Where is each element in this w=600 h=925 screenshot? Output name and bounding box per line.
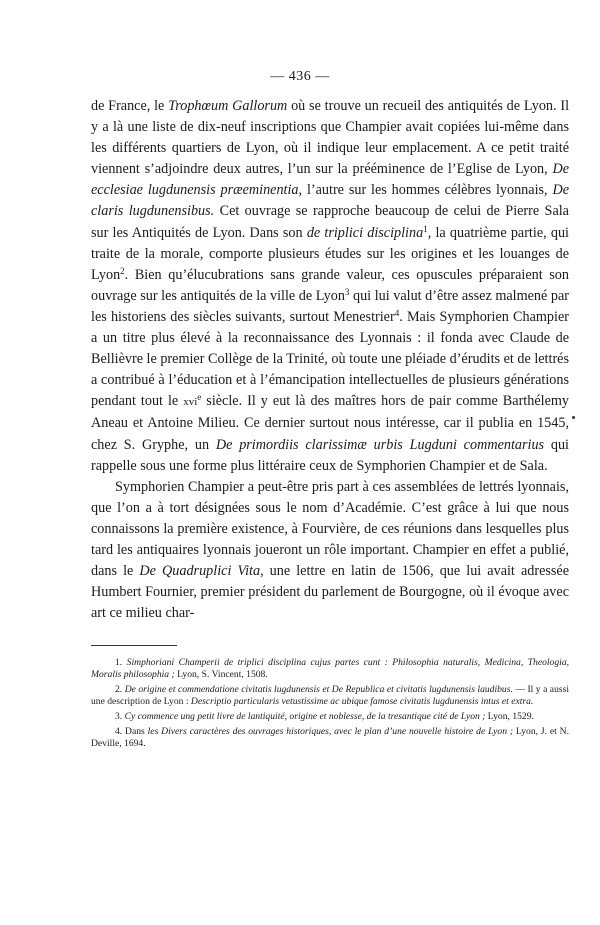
italic-title: De ecclesiae lugdunensis præeminentia — [91, 161, 569, 199]
footnote-text: — Il y a aussi une description de Lyon : — [91, 683, 569, 708]
footnote-text: Lyon, S. Vincent, 1508. — [174, 669, 268, 681]
footnote-3 — [91, 711, 569, 723]
text-run: Cet ouvrage se rapproche beaucoup de celui de Pierre Sala sur les Antiquités de Lyon. Dans son — [91, 203, 569, 241]
footnote-text: Lyon, 1529. — [485, 710, 534, 722]
margin-mark — [572, 416, 575, 419]
text-run: Symphorien Champier a peut-être pris part à ces assemblées de lettrés lyonnais, que l’on a à tort désignées sous le nom d’Académie. C’est grâce à lui que nous connaissons la première existence, à Fourvière, de ces réunions dans lesquelles plus tard les antiquaires lyonnais joueront un rôle important. Champier en effet a publié, dans le — [91, 478, 569, 580]
text-run: , l’autre sur les hommes célèbres lyonnais, — [298, 182, 553, 199]
footnote-italic: De origine et commendatione civitatis lugdunensis et De Republica et civitatis lugdunensis laudibus. — [124, 683, 513, 695]
text-run: siècle. Il y eut là des maîtres hors de pair comme Barthélemy Aneau et Antoine Milieu. Ce dernier surtout nous intéresse, car il publia en 1545, chez S. Gryphe, un — [91, 393, 569, 453]
text-run: qui rappelle sous une forme plus littéraire ceux de Symphorien Champier et de Sala. — [91, 436, 569, 474]
italic-title: de triplici disciplina — [306, 224, 424, 241]
text-run: , la quatrième partie, qui traite de la morale, comporte plusieurs études sur les origines et les louanges de Lyon — [91, 224, 569, 283]
footnote-italic: les Divers caractères des ouvrages historiques, avec le plan d’une nouvelle histoire de Lyon ; — [147, 725, 514, 737]
italic-title: Trophœum Gallorum — [168, 98, 288, 114]
footnote-number: 2. — [115, 683, 125, 695]
text-run: . Bien qu’élucubrations sans grande valeur, ces opuscules préparaient son ouvrage sur les antiquités de la ville de Lyon — [91, 266, 569, 304]
footnote-number: 4. Dans — [115, 725, 148, 737]
footnote-ref-4: 4 — [394, 307, 400, 318]
page-number: — 436 — — [270, 69, 330, 84]
footnote-italic: Cy commence ung petit livre de lantiquité, origine et noblesse, de la tresantique cité de Lyon ; — [124, 710, 486, 722]
text-run: de France, le — [91, 98, 169, 114]
text-run: , une lettre en latin de 1506, que lui avait adressée Humbert Fournier, premier président du parlement de Bourgogne, où il évoque avec art ce milieu char- — [91, 563, 569, 622]
footnote-number: 3. — [115, 710, 125, 722]
footnote-italic: Descriptio particularis vetustissime ac ubique famose civitatis lugdunensis intus et extra. — [190, 696, 534, 708]
footnote-2 — [91, 684, 569, 708]
paragraph-1 — [91, 96, 569, 477]
footnotes — [91, 657, 569, 752]
italic-title: De claris lugdunensibus. — [91, 182, 569, 220]
paragraph-2 — [91, 477, 569, 625]
footnote-ref-1: 1 — [423, 223, 428, 234]
footnote-number: 1. — [115, 657, 127, 668]
footnote-4 — [91, 726, 569, 750]
footnote-ref-2: 2 — [120, 265, 125, 276]
footnote-italic: Simphoriani Champerii de triplici disciplina cujus partes cunt : Philosophia naturalis, Medicina, Theologia, Moralis philosophia ; — [91, 657, 570, 681]
text-run: où se trouve un recueil des antiquités de Lyon. Il y a là une liste de dix-neuf inscriptions que Champier avait copiées lui-même dans les différents quartiers de Lyon, où il indique leur emplacement. A ce petit traité viennent s’adjoindre deux autres, l’un sur la prééminence de l’Eglise de Lyon, — [91, 98, 570, 178]
italic-title: De Quadruplici Vita — [139, 563, 261, 580]
italic-title: De primordiis clarissimæ urbis Lugduni commentarius — [215, 436, 545, 453]
footnote-ref-3: 3 — [344, 286, 350, 297]
text-run: . Mais Symphorien Champier a un titre plus élevé à la reconnaissance des Lyonnais : il fonda avec Claude de Bellièvre le premier Collège de la Trinité, où toute une pléiade d’érudits et de lettrés a contribué à l’éducation et à l’émancipation intellectuelles de plusieurs générations pendant tout le — [91, 308, 569, 410]
footnote-text: Lyon, J. et N. Deville, 1694. — [91, 725, 569, 749]
text-run: qui lui valut d’être assez malmené par les historiens des siècles suivants, surtout Menestrier — [91, 287, 570, 325]
body-text — [91, 96, 569, 624]
footnote-1 — [91, 657, 569, 681]
century-suffix: e — [197, 392, 202, 403]
footnote-separator — [91, 645, 177, 646]
century-numeral: xvi — [183, 396, 198, 409]
